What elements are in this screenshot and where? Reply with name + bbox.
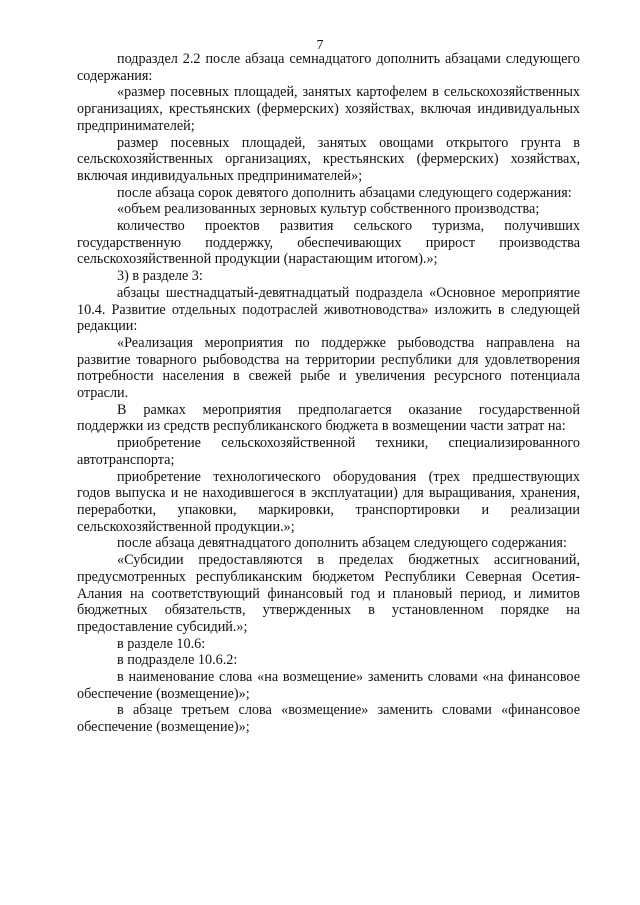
paragraph: приобретение сельскохозяйственной техники, специализированного автотранспорта; [77, 435, 580, 468]
paragraph: в разделе 10.6: [117, 635, 206, 652]
paragraph: абзацы шестнадцатый-девятнадцатый подраздела «Основное мероприятие 10.4. Развитие отдельных подотраслей животноводства» изложить в следующей редакции: [77, 284, 580, 335]
paragraph: «объем реализованных зерновых культур собственного производства; [117, 201, 540, 218]
paragraph: количество проектов развития сельского туризма, получивших государственную поддержку, обеспечивающих прирост производства сельскохозяйственной продукции (нарастающим итогом).»; [77, 218, 580, 268]
paragraph: В рамках мероприятия предполагается оказание государственной поддержки из средств республиканского бюджета в возмещении части затрат на: [77, 401, 580, 435]
paragraph: «размер посевных площадей, занятых картофелем в сельскохозяйственных организациях, крестьянских (фермерских) хозяйствах, включая индивидуальных предпринимателей; [77, 84, 580, 134]
paragraph: в подразделе 10.6.2: [117, 652, 238, 669]
paragraph: 3) в разделе 3: [117, 268, 203, 285]
page-number: 7 [316, 38, 324, 53]
paragraph: «Реализация мероприятия по поддержке рыбоводства направлена на развитие товарного рыбоводства на территории республики для удовлетворения потребности населения в свежей рыбе и увеличения ресурсного потенциала отрасли. [77, 334, 580, 402]
paragraph: приобретение технологического оборудования (трех предшествующих годов выпуска и не находившегося в эксплуатации) для выращивания, хранения, переработки, упаковки, маркировки, транспортировки и реализации сельскохозяйственной продукции.»; [77, 468, 580, 535]
paragraph: после абзаца сорок девятого дополнить абзацами следующего содержания: [117, 184, 572, 201]
paragraph: в абзаце третьем слова «возмещение» заменить словами «финансовое обеспечение (возмещение)»; [77, 702, 580, 736]
paragraph: после абзаца девятнадцатого дополнить абзацем следующего содержания: [117, 535, 567, 552]
paragraph: в наименование слова «на возмещение» заменить словами «на финансовое обеспечение (возмещение)»; [77, 669, 580, 702]
paragraph: «Субсидии предоставляются в пределах бюджетных ассигнований, предусмотренных республиканским бюджетом Республики Северная Осетия-Алания на соответствующий финансовый год и плановый период, и лимитов бюджетных обязательств, утвержденных в установленном порядке на предоставление субсидий.»; [77, 552, 580, 635]
paragraph: размер посевных площадей, занятых овощами открытого грунта в сельскохозяйственных организациях, крестьянских (фермерских) хозяйствах, включая индивидуальных предпринимателей»; [77, 134, 580, 184]
paragraph: подраздел 2.2 после абзаца семнадцатого дополнить абзацами следующего содержания: [77, 51, 580, 84]
document-body [77, 51, 580, 736]
